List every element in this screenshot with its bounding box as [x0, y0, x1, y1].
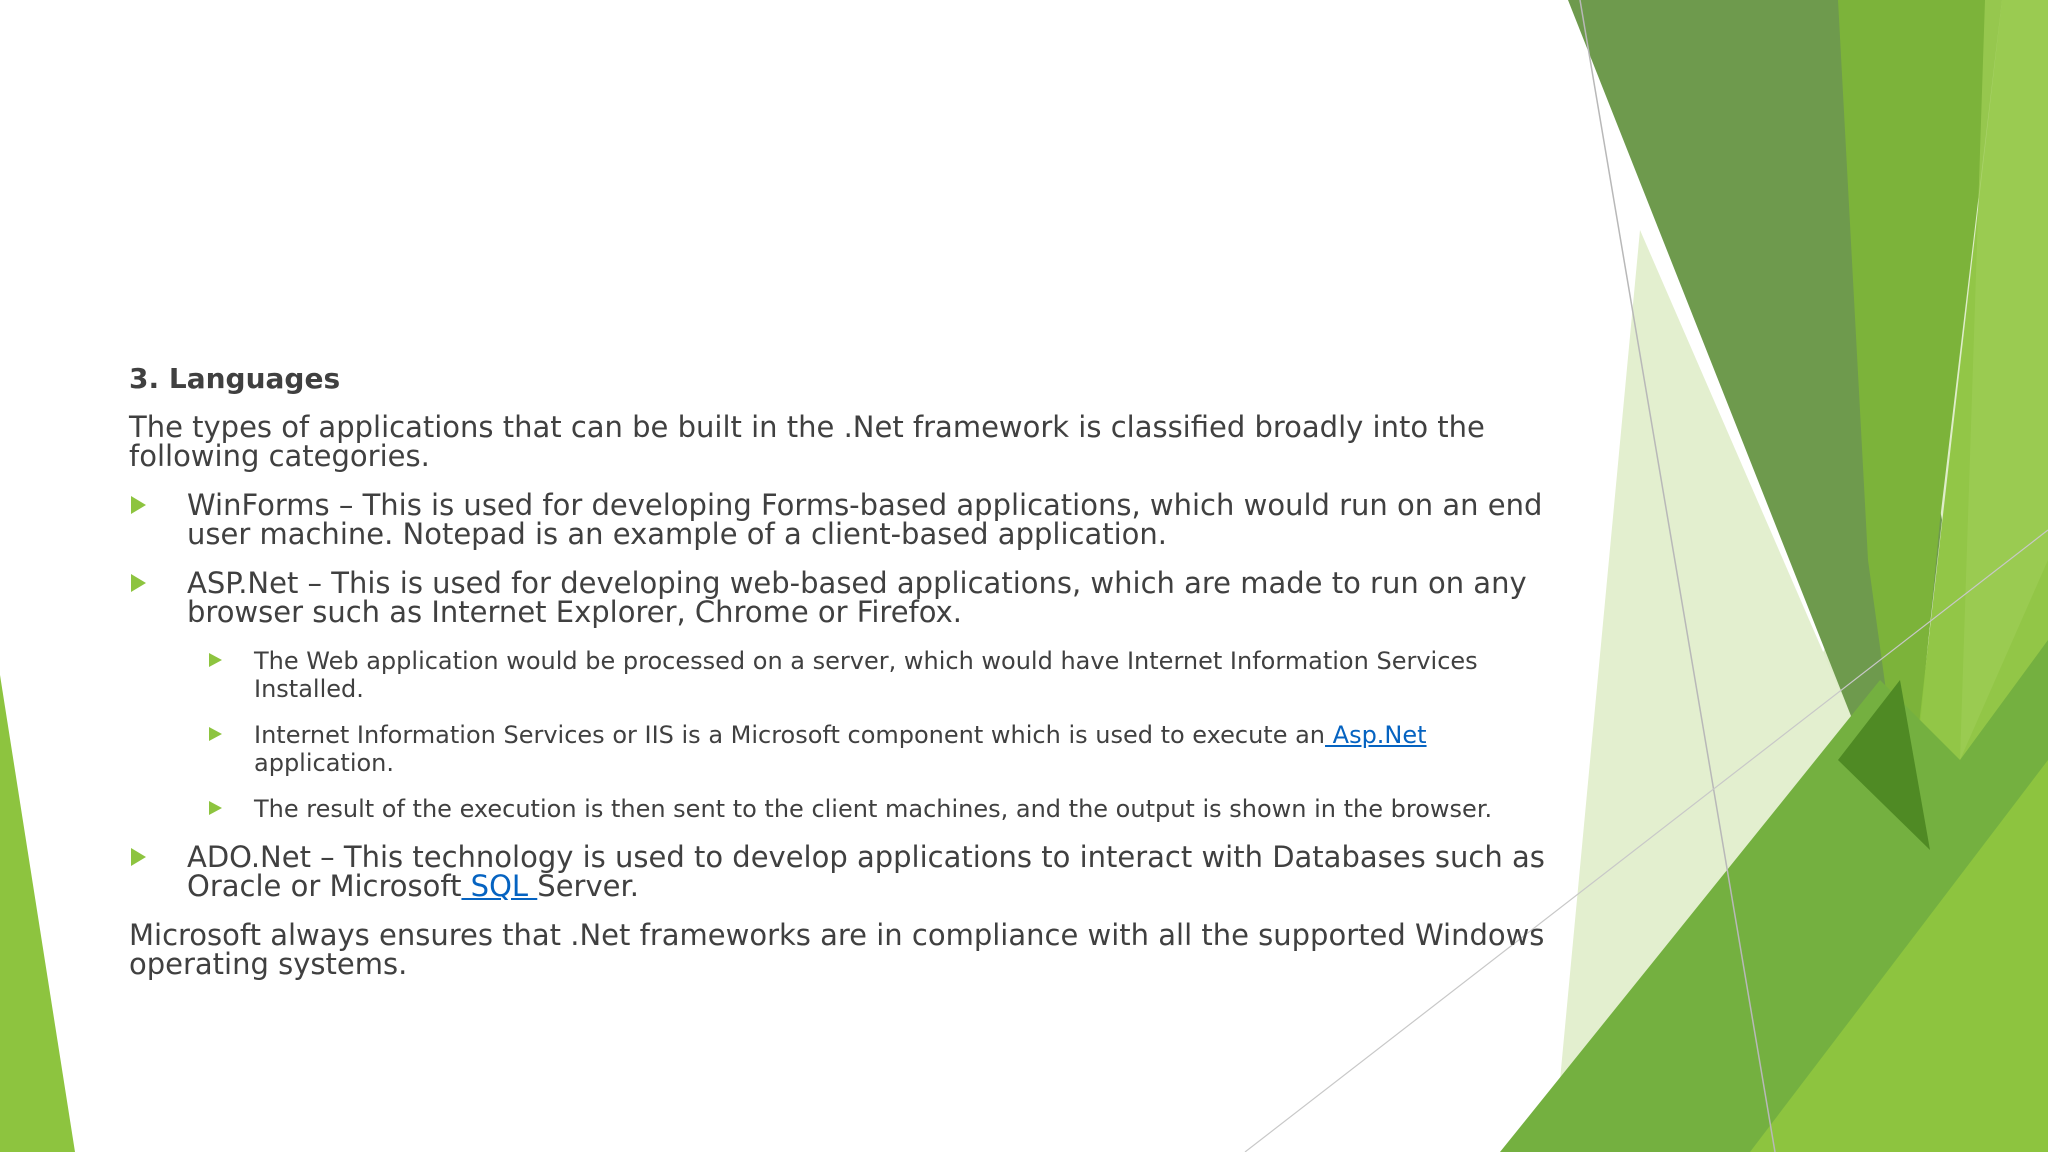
slide-heading: 3. Languages [129, 362, 341, 395]
closing-paragraph: Microsoft always ensures that .Net frameworks are in compliance with all the supported Windows operating systems. [129, 918, 1545, 981]
sub-bullet-web-server [129, 647, 1549, 703]
sql-link[interactable]: SQL [461, 869, 538, 903]
sub-bullet-arrow-icon [209, 801, 222, 815]
bullet-arrow-icon [131, 848, 146, 866]
sub-bullet-arrow-icon [209, 727, 222, 741]
main-bullet-list-continued [129, 840, 1549, 903]
left-green-shape [0, 675, 75, 1152]
sub-bullet-list [129, 647, 1549, 823]
bullet-aspnet [129, 566, 1549, 629]
bullet-text: WinForms – This is used for developing Forms-based applications, which would run on an end user machine. Notepad is an example of a client-based application. [187, 488, 1543, 551]
sub-bullet-iis [129, 721, 1549, 777]
slide-content [129, 363, 1549, 999]
bullet-text: ADO.Net – This technology is used to develop applications to interact with Databases such as Oracle or Microsoft [187, 840, 1545, 903]
sub-bullet-arrow-icon [209, 653, 222, 667]
main-bullet-list [129, 488, 1549, 629]
sub-bullet-result [129, 795, 1549, 823]
sub-bullet-text: Internet Information Services or IIS is a Microsoft component which is used to execute an [254, 721, 1326, 749]
bullet-text: ASP.Net – This is used for developing web-based applications, which are made to run on any browser such as Internet Explorer, Chrome or Firefox. [187, 566, 1527, 629]
sub-bullet-text: The result of the execution is then sent to the client machines, and the output is shown in the browser. [254, 795, 1493, 823]
aspnet-link[interactable]: Asp.Net [1325, 721, 1427, 749]
sub-bullet-text-after: application. [254, 749, 395, 777]
bullet-text-after: Server. [537, 869, 639, 903]
bullet-winforms [129, 488, 1549, 551]
bullet-arrow-icon [131, 574, 146, 592]
bullet-arrow-icon [131, 496, 146, 514]
sub-bullet-text: The Web application would be processed on a server, which would have Internet Information Services Installed. [254, 647, 1478, 703]
intro-paragraph: The types of applications that can be built in the .Net framework is classified broadly into the following categories. [129, 410, 1485, 473]
bullet-adonet [129, 840, 1549, 903]
